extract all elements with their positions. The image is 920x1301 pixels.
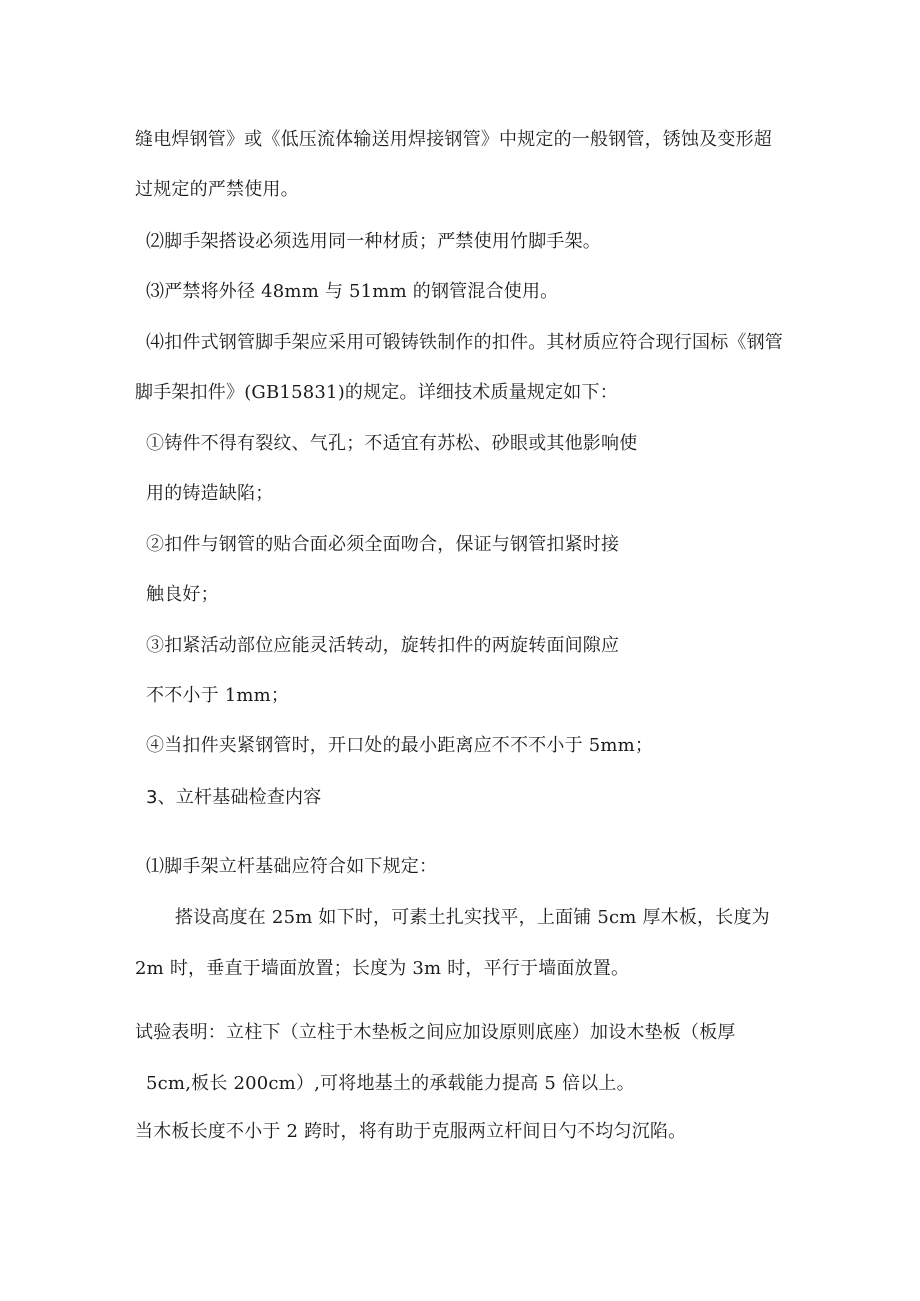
paragraph-line: 试验表明：立柱下（立柱于木垫板之间应加设原则底座）加设木垫板（板厚 bbox=[135, 1022, 736, 1043]
sub-list-item: ①铸件不得有裂纹、气孔；不适宜有苏松、砂眼或其他影响使 bbox=[146, 433, 638, 454]
paragraph-line: 脚手架扣件》(GB15831)的规定。详细技术质量规定如下： bbox=[135, 382, 618, 403]
paragraph-line: 过规定的严禁使用。 bbox=[135, 179, 299, 200]
list-item: ⑷扣件式钢管脚手架应采用可锻铸铁制作的扣件。其材质应符合现行国标《钢管 bbox=[146, 332, 783, 353]
sub-list-item: ③扣紧活动部位应能灵活转动，旋转扣件的两旋转面间隙应 bbox=[146, 635, 620, 656]
paragraph-line: 缝电焊钢管》或《低压流体输送用焊接钢管》中规定的一般钢管，锈蚀及变形超 bbox=[135, 129, 772, 150]
list-item: ⑴脚手架立杆基础应符合如下规定： bbox=[146, 856, 438, 877]
sub-list-item: 用的铸造缺陷； bbox=[146, 483, 274, 504]
sub-list-item: 触良好； bbox=[146, 584, 219, 605]
list-item: ⑵脚手架搭设必须选用同一种材质；严禁使用竹脚手架。 bbox=[146, 231, 601, 252]
section-heading: 3、立杆基础检查内容 bbox=[146, 787, 322, 808]
list-item: ⑶严禁将外径 48mm 与 51mm 的钢管混合使用。 bbox=[146, 281, 559, 302]
paragraph-line: 当木板长度不小于 2 跨时，将有助于克服两立杆间日勺不均匀沉陷。 bbox=[135, 1121, 687, 1142]
paragraph-line: 搭设高度在 25m 如下时，可素土扎实找平，上面铺 5cm 厚木板，长度为 bbox=[175, 907, 770, 928]
paragraph-line: 5cm,板长 200cm）,可将地基土的承载能力提高 5 倍以上。 bbox=[146, 1073, 635, 1094]
paragraph-line: 2m 时，垂直于墙面放置；长度为 3m 时，平行于墙面放置。 bbox=[135, 958, 630, 979]
sub-list-item: ④当扣件夹紧钢管时，开口处的最小距离应不不不小于 5mm； bbox=[146, 735, 654, 756]
sub-list-item: ②扣件与钢管的贴合面必须全面吻合，保证与钢管扣紧时接 bbox=[146, 534, 620, 555]
sub-list-item: 不不小于 1mm； bbox=[146, 685, 290, 706]
